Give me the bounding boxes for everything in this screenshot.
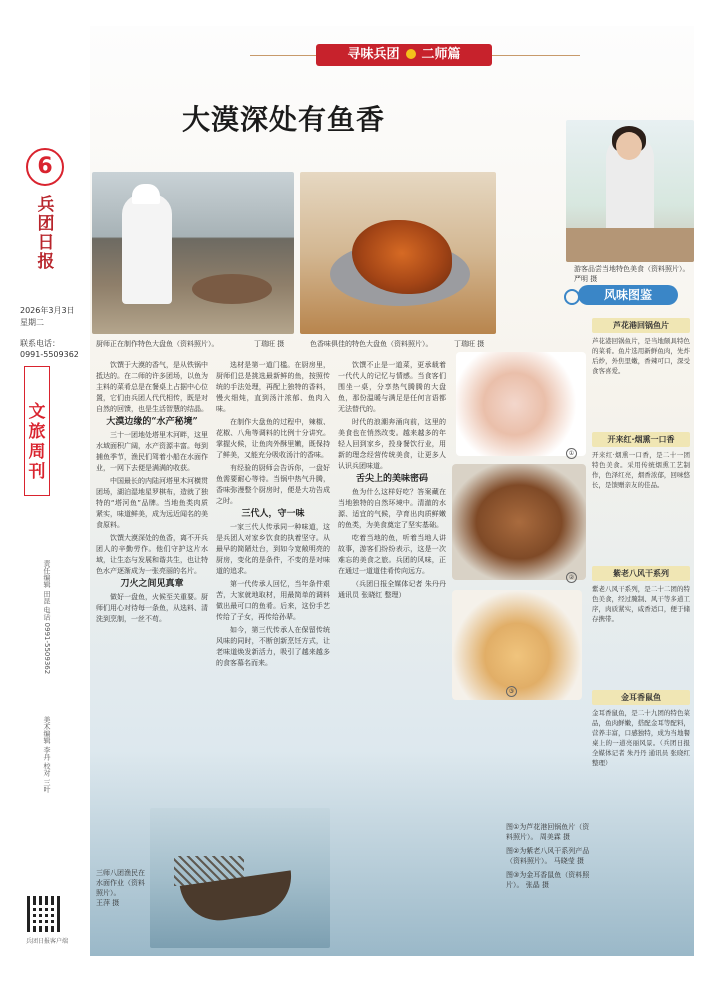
banner-right: 二师篇 (421, 47, 461, 62)
food-photo-1[interactable] (456, 352, 586, 456)
sidebar-item (592, 690, 690, 768)
subhead-4: 舌尖上的美味密码 (355, 474, 428, 484)
article-column-1 (96, 360, 208, 800)
weekday-text: 星期二 (20, 318, 44, 327)
photo7-credit: 王萍 摄 (96, 899, 120, 907)
sidebar-caption: 图②为紫老八风干系列产品（资料照片）。 马晓莹 摄 (506, 847, 590, 865)
chef-photo[interactable] (92, 172, 294, 334)
subhead-2: 刀火之间见真章 (120, 579, 184, 589)
qr-label: 兵团日报客户端 (26, 938, 69, 945)
editor-credit-2: 美术编辑 李丹 校对 三叶 (43, 716, 51, 793)
col2-para: 在制作大盘鱼的过程中，辣椒、花椒、八角等调料的比例十分讲究。掌握火候，让鱼肉外酥里嫩，既保持了鲜美，又能充分吸收汤汁的香味。 (216, 418, 330, 459)
photo3-caption (574, 264, 692, 284)
dining-table (566, 228, 694, 262)
contact-phone: 0991-5509362 (20, 350, 79, 359)
sidebar-item (592, 318, 690, 376)
sidebar-item (592, 566, 690, 624)
visitor-face (616, 132, 642, 160)
editor-credit: 责任编辑 田昆 电话 0991-5509362 (43, 560, 51, 675)
photo3-credit: 严明 摄 (574, 275, 598, 283)
sidebar-item-text: 芦花港回锅鱼片，是当地颇具特色的菜肴。鱼片选用新鲜鱼肉，先炸后炒，外焦里嫩，香辣可口，深受食客喜爱。 (592, 337, 690, 375)
photo7-caption (96, 868, 148, 908)
subhead-3: 三代人，守一味 (241, 509, 305, 519)
paper-name: 兵团日报 (37, 195, 55, 272)
section-title: 文旅周刊 (28, 402, 46, 482)
contact-info (20, 338, 79, 360)
photo-number-1: ① (566, 448, 577, 459)
visitor-photo[interactable] (566, 120, 694, 262)
col2-para: 有经验的厨师会告诉你，一盘好鱼需要耐心等待。当锅中热气升腾，香味弥漫整个厨房时，便是大功告成之时。 (216, 464, 330, 505)
col2-para: 第一代传承人回忆，当年条件艰苦，大家就地取材，用最简单的调料做出最可口的鱼肴。后来，这份手艺传给了子女，再传给孙辈。 (216, 580, 330, 621)
sidebar-item (592, 432, 690, 490)
col2-para: 如今，第三代传承人在保留传统风味的同时，不断创新烹饪方式，让老味道焕发新活力，吸引了越来越多的食客慕名而来。 (216, 626, 330, 667)
cooking-pot (192, 274, 272, 304)
sidebar-caption: 图①为芦花港回锅鱼片（资料照片）。 周美霖 摄 (506, 823, 590, 841)
sidebar-item-title: 开来红·烟熏一口香 (592, 432, 690, 447)
sidebar-caption: 图③为金耳香鼠鱼（资料照片）。 张晶 摄 (506, 871, 590, 889)
chef-figure (122, 194, 172, 304)
contact-label: 联系电话： (20, 339, 60, 348)
subhead-1: 大漠边缘的“水产秘境” (106, 417, 198, 427)
col3-para: 吃着当地的鱼，听着当地人讲故事，游客们纷纷表示，这是一次难忘的美食之旅。兵团的风味，正在通过一道道佳肴传向远方。 (338, 534, 446, 575)
col1-para: 饮馔大漠深处的鱼香，离不开兵团人的辛勤劳作。他们守护这片水域，让生态与发展和谐共生，也让特色水产逐渐成为一张亮丽的名片。 (96, 534, 208, 575)
col1-para: 饮馔于大漠的香气，是从铁锅中抵达的。在二师的许多团场，以鱼为主料的菜肴总是在餐桌上占据中心位置，它们由兵团人代代相传，既是对自然的回馈，也是生活智慧的结晶。 (96, 361, 208, 413)
col1-para: 做好一盘鱼，火候至关重要。厨师们用心对待每一条鱼，从选料、清洗到烹制，一丝不苟。 (96, 593, 208, 623)
column-banner (316, 44, 492, 66)
photo1-caption: 厨师正在制作特色大盘鱼（资料照片）。 (96, 340, 219, 348)
fishing-boat-photo[interactable] (150, 808, 330, 948)
photo2-credit: 丁瑞旺 摄 (454, 340, 485, 348)
col1-para: 三十一团地处塔里木河畔，这里水域面积广阔，水产资源丰富。每到捕鱼季节，渔民们驾着小船在水面作业，一网下去便是满满的收获。 (96, 431, 208, 472)
photo7-caption-text: 三师八团渔民在水面作业（资料照片）。 (96, 869, 145, 897)
col3-para: 时代的浪潮奔涌向前，这里的美食也在悄然改变。越来越多的年轻人回到家乡，投身餐饮行业，用新的理念经营传统美食，让更多人认识兵团味道。 (338, 418, 446, 470)
chef-hat (132, 184, 160, 204)
article-column-2 (216, 360, 330, 800)
photo1-credit: 丁瑞旺 摄 (254, 340, 285, 348)
page-number: 6 (26, 148, 64, 186)
fish-dish-photo[interactable] (300, 172, 496, 334)
photo2-caption: 色香味俱佳的特色大盘鱼（资料照片）。 (310, 340, 433, 348)
sidebar-item-title: 紫老八风干系列 (592, 566, 690, 581)
food-photo-2[interactable] (452, 464, 586, 580)
sidebar-item-text: 金耳香鼠鱼，是二十九团的特色菜品，鱼肉鲜嫩，搭配金耳等配料，营养丰富，口感独特，成为当地餐桌上的一道亮丽风景。（兵团日报全媒体记者 朱丹丹 通讯员 张晓红 整理） (592, 709, 690, 767)
qr-code-icon[interactable] (27, 896, 63, 932)
sidebar-captions (506, 822, 590, 890)
sidebar-item-title: 芦花港回锅鱼片 (592, 318, 690, 333)
col2-para: 一家三代人传承同一种味道，这是兵团人对家乡饮食的执着坚守。从最早的简陋灶台，到如今宽敞明亮的厨房，变化的是条件，不变的是对味道的追求。 (216, 523, 330, 575)
photo3-caption-text: 游客品尝当地特色美食（资料照片）。 (574, 265, 690, 273)
banner-left: 寻味兵团 (347, 47, 400, 62)
sidebar-item-text: 开来红·烟熏一口香，是二十一团特色美食。采用传统烟熏工艺制作，色泽红亮，烟香浓郁，回味悠长，是馈赠亲友的佳品。 (592, 451, 690, 489)
date-text: 2026年3月3日 (20, 306, 75, 315)
sidebar-banner: 风味图鉴 (578, 285, 678, 305)
issue-date (20, 305, 75, 329)
article-column-3 (338, 360, 446, 760)
banner-dot-icon (406, 49, 416, 59)
sidebar-item-text: 紫老八风干系列，是二十二团的特色美食，经过腌制、风干等多道工序，肉质紧实，咸香适口，便于储存携带。 (592, 585, 690, 623)
sidebar-item-title: 金耳香鼠鱼 (592, 690, 690, 705)
col1-para: 中国最长的内陆河塔里木河横贯团场，湖泊湿地星罗棋布，造就了独特的“塔河鱼”品牌。当地鱼类肉质紧实，味道鲜美，成为远近闻名的美食原料。 (96, 477, 208, 529)
col3-para: 鱼为什么这样好吃？答案藏在当地独特的自然环境中。清澈的水源、适宜的气候，孕育出肉质鲜嫩的鱼类，为美食奠定了坚实基础。 (338, 488, 446, 529)
page-headline: 大漠深处有鱼香 (182, 103, 386, 136)
col2-para: 选材是第一道门槛。在厨房里，厨师们总是挑选最新鲜的鱼，按照传统的手法处理，再配上独特的香料，慢火细炖，直到汤汁浓郁、鱼肉入味。 (216, 361, 330, 413)
food-photo-3[interactable] (452, 590, 582, 700)
col3-para: 饮馔不止是一道菜，更承载着一代代人的记忆与情感。当食客们围坐一桌，分享热气腾腾的大盘鱼，那份温暖与满足是任何言语都无法替代的。 (338, 361, 446, 413)
col3-byline: （兵团日报全媒体记者 朱丹丹 通讯员 张晓红 整理） (338, 580, 446, 599)
photo-number-2: ② (566, 572, 577, 583)
left-rail (0, 0, 82, 982)
photo-number-3: ③ (506, 686, 517, 697)
